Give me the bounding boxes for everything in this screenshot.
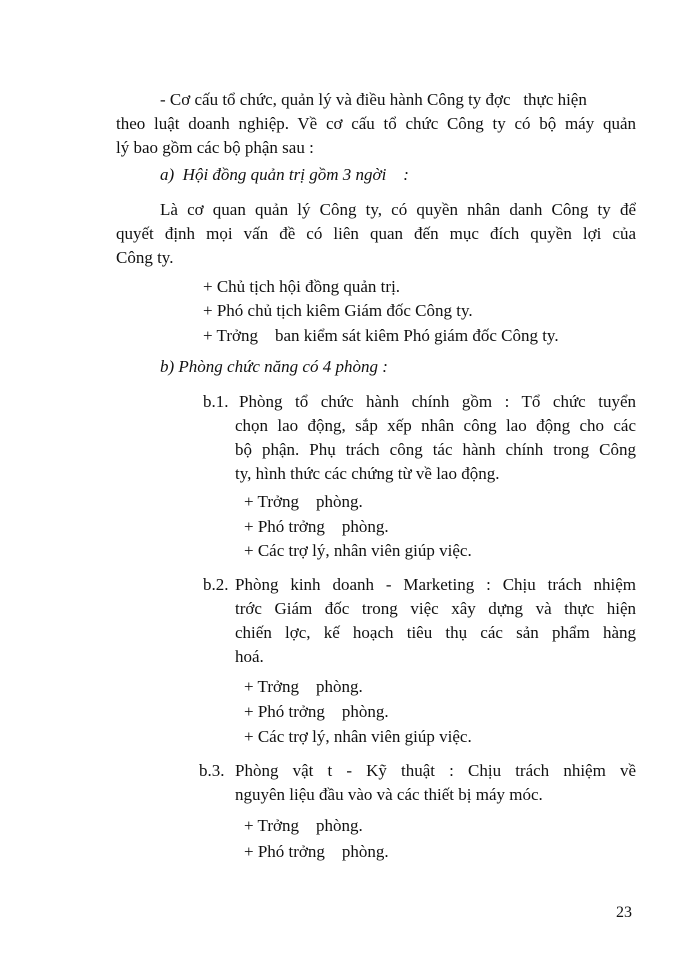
list-item: + Trởng phòng. [244, 492, 363, 511]
list-item: + Phó trởng phòng. [244, 702, 389, 721]
list-item: + Trởng phòng. [244, 816, 363, 835]
list-item: + Trởng ban kiểm sát kiêm Phó giám đốc Công ty. [203, 326, 559, 345]
intro-line-1: - Cơ cấu tổ chức, quản lý và điều hành Công ty đợc thực hiện [160, 90, 587, 109]
b1-line-4: ty, hình thức các chứng từ về lao động. [235, 464, 500, 483]
b1-line-1: Phòng tổ chức hành chính gồm : Tổ chức tuyển [239, 392, 636, 411]
b2-label: b.2. [203, 575, 229, 594]
section-a-heading: a) Hội đồng quản trị gồm 3 ngời : [160, 165, 409, 184]
b2-line-2: trớc Giám đốc trong việc xây dựng và thực hiện [235, 599, 636, 618]
intro-line-3: lý bao gồm các bộ phận sau : [116, 138, 314, 157]
b1-label: b.1. [203, 392, 229, 411]
section-a-line-2: quyết định mọi vấn đề có liên quan đến mục đích quyền lợi của [116, 224, 636, 243]
section-a-line-1: Là cơ quan quản lý Công ty, có quyền nhân danh Công ty để [160, 200, 636, 219]
list-item: + Các trợ lý, nhân viên giúp việc. [244, 541, 472, 560]
b3-label: b.3. [199, 761, 225, 780]
section-a-line-3: Công ty. [116, 248, 174, 267]
list-item: + Các trợ lý, nhân viên giúp việc. [244, 727, 472, 746]
section-b-heading: b) Phòng chức năng có 4 phòng : [160, 357, 388, 376]
b2-line-1: Phòng kinh doanh - Marketing : Chịu trách nhiệm [235, 575, 636, 594]
b1-line-3: bộ phận. Phụ trách công tác hành chính trong Công [235, 440, 636, 459]
b3-line-1: Phòng vật t - Kỹ thuật : Chịu trách nhiệm về [235, 761, 636, 780]
list-item: + Phó trởng phòng. [244, 842, 389, 861]
b1-line-2: chọn lao động, sắp xếp nhân công lao động cho các [235, 416, 636, 435]
list-item: + Phó chủ tịch kiêm Giám đốc Công ty. [203, 301, 473, 320]
b3-line-2: nguyên liệu đầu vào và các thiết bị máy móc. [235, 785, 543, 804]
list-item: + Trởng phòng. [244, 677, 363, 696]
list-item: + Phó trởng phòng. [244, 517, 389, 536]
intro-line-2: theo luật doanh nghiệp. Về cơ cấu tổ chức Công ty có bộ máy quản [116, 114, 636, 133]
b2-line-3: chiến lợc, kế hoạch tiêu thụ các sản phẩm hàng [235, 623, 636, 642]
b2-line-4: hoá. [235, 647, 264, 666]
list-item: + Chủ tịch hội đồng quản trị. [203, 277, 401, 296]
page-number: 23 [616, 904, 632, 921]
